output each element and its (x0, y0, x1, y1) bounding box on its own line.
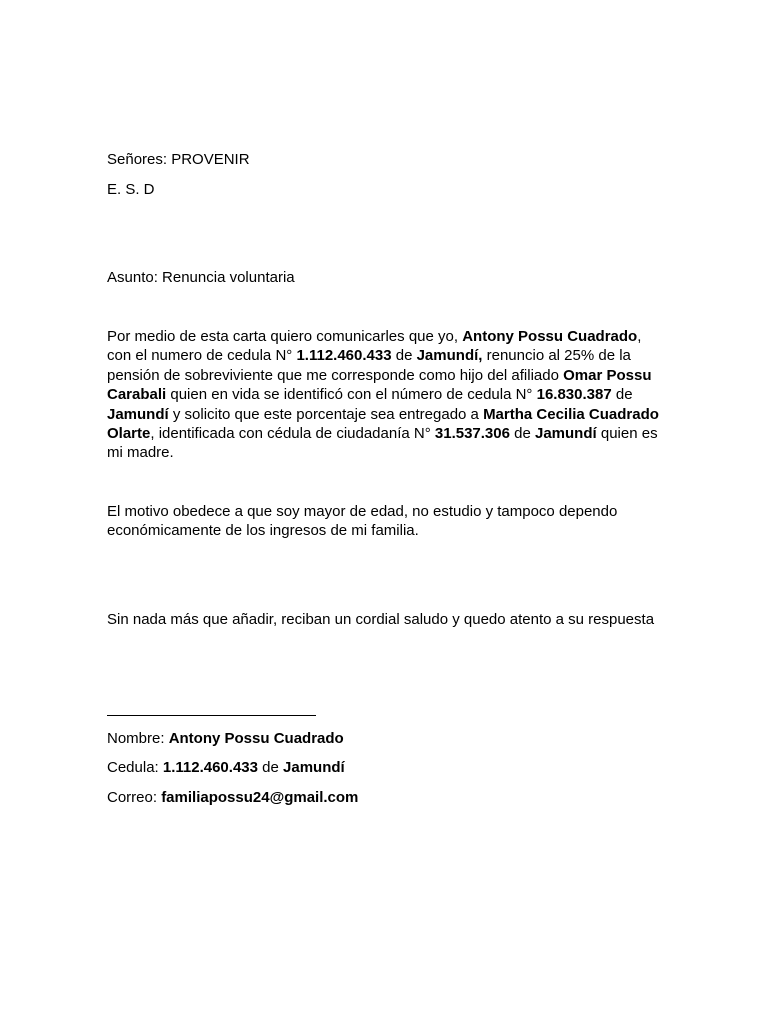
signature-line (107, 715, 316, 716)
p1-text-9: de (509, 425, 535, 443)
name-value: Antony Possu Cuadrado (168, 730, 344, 747)
cedula-label: Cedula: (107, 759, 163, 776)
father-id: 16.830.387 (536, 386, 612, 404)
p1-text-10: quien es mi madre. (107, 425, 658, 462)
mother-name: Martha Cecilia Cuadrado Olarte (107, 405, 659, 443)
cedula-city: Jamundí (283, 759, 345, 776)
father-name: Omar Possu Carabali (107, 366, 652, 404)
p1-text-2: , con el numero de cedula N° (107, 328, 642, 365)
signature-cedula-line (107, 758, 345, 777)
name-label: Nombre: (107, 730, 169, 747)
body-paragraph-2: El motivo obedece a que soy mayor de edad, no estudio y tampoco dependo económicamente de los ingresos de mi familia. (107, 503, 618, 540)
esd-line: E. S. D (107, 181, 155, 198)
body-paragraph-1 (107, 327, 667, 463)
signature-name-line (107, 729, 344, 748)
p1-text-5: quien en vida se identificó con el número de cedula N° (166, 386, 537, 404)
sender-id: 1.112.460.433 (296, 347, 392, 365)
sender-city: Jamundí, (416, 347, 483, 365)
cedula-de: de (257, 759, 284, 776)
mother-id: 31.537.306 (434, 425, 510, 443)
email-label: Correo: (107, 789, 162, 806)
recipient-line: Señores: PROVENIR (107, 151, 250, 168)
mother-city: Jamundí (535, 425, 597, 443)
p1-text-7: y solicito que este porcentaje sea entregado a (168, 405, 484, 423)
father-city: Jamundí (107, 405, 169, 423)
sender-name: Antony Possu Cuadrado (462, 328, 638, 345)
p1-text-4: renuncio al 25% de la pensión de sobreviviente que me corresponde como hijo del afiliado (107, 347, 631, 384)
email-value: familiapossu24@gmail.com (161, 789, 359, 806)
p1-text-3: de (391, 347, 417, 365)
cedula-value: 1.112.460.433 (162, 759, 258, 776)
p1-text-6: de (611, 386, 633, 404)
body-paragraph-3: Sin nada más que añadir, reciban un cordial saludo y quedo atento a su respuesta (107, 611, 655, 628)
signature-email-line (107, 788, 358, 807)
subject-line: Asunto: Renuncia voluntaria (107, 269, 295, 286)
p1-text-1: Por medio de esta carta quiero comunicarles que yo, (107, 328, 463, 345)
p1-text-8: , identificada con cédula de ciudadanía N° (150, 425, 435, 443)
